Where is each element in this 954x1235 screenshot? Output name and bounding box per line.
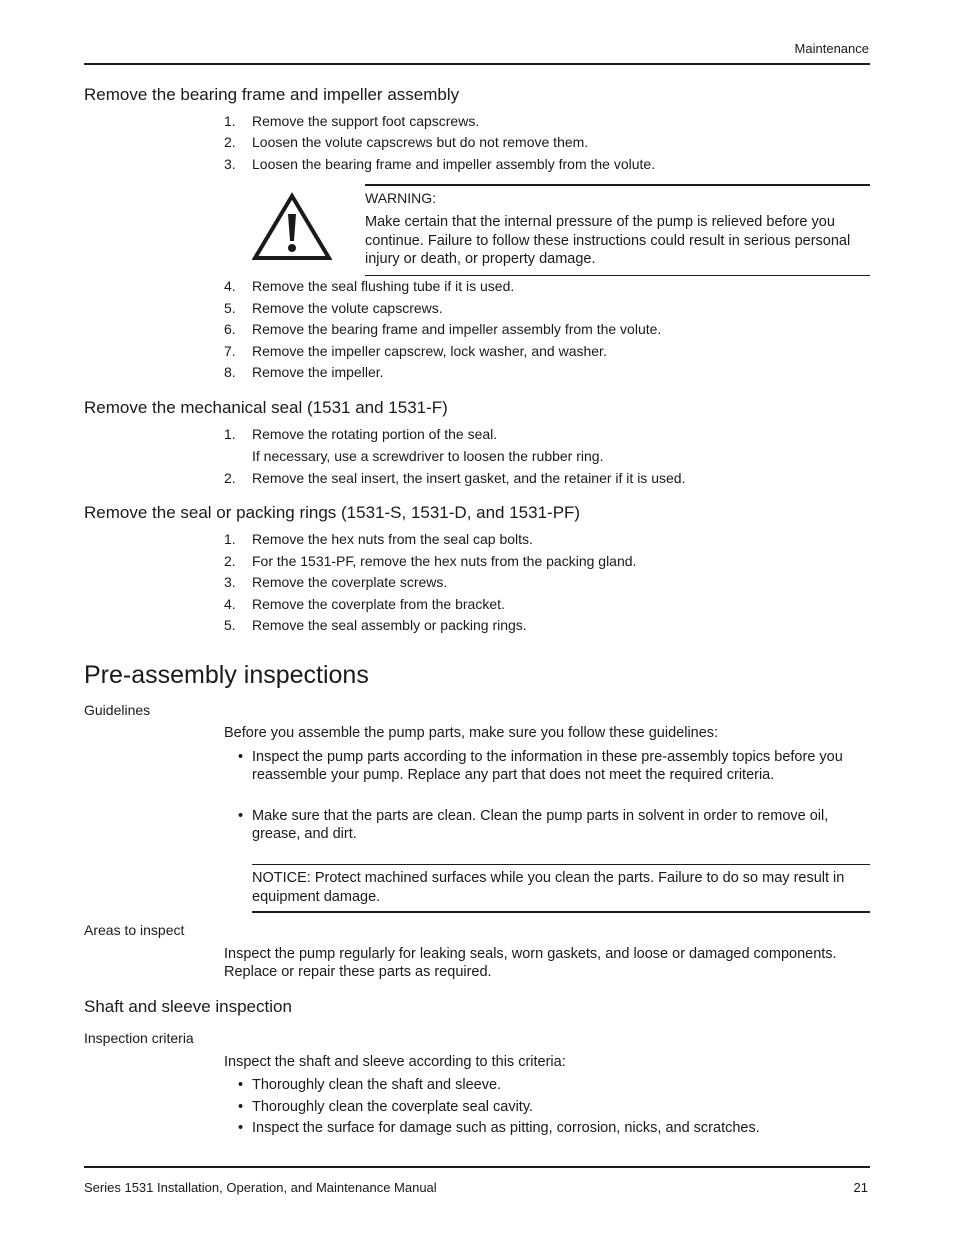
warning-title: WARNING:: [365, 190, 437, 206]
running-header: Maintenance: [794, 41, 869, 56]
section-heading-mechanical-seal: Remove the mechanical seal (1531 and 1531-F): [84, 398, 448, 417]
list-item: [224, 300, 443, 316]
step-number: 3.: [224, 156, 236, 172]
subheading-guidelines: Guidelines: [84, 702, 151, 718]
step-text: Remove the impeller capscrew, lock washer, and washer.: [252, 343, 607, 359]
list-item: [224, 278, 514, 294]
section-heading-bearing-frame: Remove the bearing frame and impeller assembly: [84, 85, 460, 104]
step-number: 2.: [224, 134, 236, 150]
notice-block: [252, 869, 867, 907]
list-item: [238, 1076, 868, 1094]
footer-manual-title: Series 1531 Installation, Operation, and Maintenance Manual: [84, 1180, 437, 1195]
bullet-text: Inspect the pump parts according to the information in these pre-assembly topics before you reassemble your pump. Replace any part that does not meet the required criteria.: [252, 749, 843, 783]
list-item: [224, 343, 607, 359]
bullet-text: Inspect the surface for damage such as pitting, corrosion, nicks, and scratches.: [252, 1120, 760, 1136]
list-item: [224, 574, 447, 590]
bullet-text: Make sure that the parts are clean. Clean the pump parts in solvent in order to remove oil, grease, and dirt.: [252, 808, 829, 842]
step-number: 5.: [224, 300, 236, 316]
step-text: Remove the coverplate screws.: [252, 574, 448, 590]
bullet-icon: •: [238, 808, 244, 824]
list-item: [224, 426, 497, 442]
step-number: 2.: [224, 553, 236, 569]
list-item: [224, 617, 527, 633]
warning-triangle-icon: [252, 192, 332, 262]
section-heading-packing-rings: Remove the seal or packing rings (1531-S, 1531-D, and 1531-PF): [84, 503, 581, 522]
step-text: Remove the hex nuts from the seal cap bolts.: [252, 531, 533, 547]
step-number: 7.: [224, 343, 236, 359]
header-rule: [84, 63, 870, 65]
areas-to-inspect-text: Inspect the pump regularly for leaking seals, worn gaskets, and loose or damaged components. Replace or repair these parts as required.: [224, 946, 837, 980]
step-number: 2.: [224, 470, 236, 486]
bullet-icon: •: [238, 1099, 244, 1115]
list-item: [224, 113, 479, 129]
step-number: 3.: [224, 574, 236, 590]
list-item: [224, 531, 533, 547]
step-number: 4.: [224, 278, 236, 294]
step-number: 1.: [224, 113, 236, 129]
step-text: Remove the coverplate from the bracket.: [252, 596, 505, 612]
step-number: 8.: [224, 364, 236, 380]
list-item: [224, 156, 655, 172]
subheading-inspection-criteria: Inspection criteria: [84, 1030, 194, 1046]
step-note: If necessary, use a screwdriver to loosen the rubber ring.: [252, 448, 604, 464]
footer-rule: [84, 1166, 870, 1168]
step-number: 5.: [224, 617, 236, 633]
step-text: Remove the bearing frame and impeller assembly from the volute.: [252, 321, 662, 337]
step-text: Remove the seal insert, the insert gasket, and the retainer if it is used.: [252, 470, 686, 486]
page-title: Pre-assembly inspections: [84, 661, 369, 689]
list-item: [224, 134, 588, 150]
warning-bottom-rule: [365, 275, 870, 276]
notice-label: NOTICE:: [252, 870, 311, 886]
notice-text: Protect machined surfaces while you clean the parts. Failure to do so may result in equipment damage.: [252, 870, 845, 905]
inspection-criteria-intro: Inspect the shaft and sleeve according to this criteria:: [224, 1054, 566, 1070]
step-number: 1.: [224, 531, 236, 547]
list-item: [224, 321, 661, 337]
bullet-icon: •: [238, 749, 244, 765]
warning-text: Make certain that the internal pressure of the pump is relieved before you continue. Failure to follow these instructions could result in serious personal injury or death, or property damage.: [365, 214, 851, 267]
guidelines-intro: Before you assemble the pump parts, make sure you follow these guidelines:: [224, 725, 719, 741]
list-item: [224, 553, 636, 569]
bullet-text: Thoroughly clean the coverplate seal cavity.: [252, 1099, 534, 1115]
list-item: [224, 596, 505, 612]
bullet-text: Thoroughly clean the shaft and sleeve.: [252, 1077, 502, 1093]
notice-bottom-rule: [252, 911, 870, 913]
step-text: Remove the support foot capscrews.: [252, 113, 480, 129]
step-text: Loosen the volute capscrews but do not remove them.: [252, 134, 589, 150]
list-item: [238, 807, 868, 843]
step-text: Remove the seal flushing tube if it is used.: [252, 278, 515, 294]
page-number: 21: [853, 1180, 868, 1195]
step-number: 4.: [224, 596, 236, 612]
list-item: [238, 748, 868, 784]
section-heading-shaft-sleeve: Shaft and sleeve inspection: [84, 997, 292, 1016]
bullet-icon: •: [238, 1120, 244, 1136]
step-text: Remove the impeller.: [252, 364, 384, 380]
step-text: Remove the seal assembly or packing rings.: [252, 617, 527, 633]
step-number: 1.: [224, 426, 236, 442]
list-item: [238, 1098, 868, 1116]
step-text: Remove the volute capscrews.: [252, 300, 443, 316]
step-text: For the 1531-PF, remove the hex nuts from the packing gland.: [252, 553, 637, 569]
warning-top-rule: [365, 184, 870, 186]
list-item: [224, 470, 685, 486]
step-number: 6.: [224, 321, 236, 337]
list-item: [238, 1119, 868, 1137]
step-text: Remove the rotating portion of the seal.: [252, 426, 498, 442]
subheading-areas-to-inspect: Areas to inspect: [84, 922, 185, 938]
step-text: Loosen the bearing frame and impeller assembly from the volute.: [252, 156, 656, 172]
bullet-icon: •: [238, 1077, 244, 1093]
notice-top-rule: [252, 864, 870, 865]
list-item: [224, 364, 384, 380]
